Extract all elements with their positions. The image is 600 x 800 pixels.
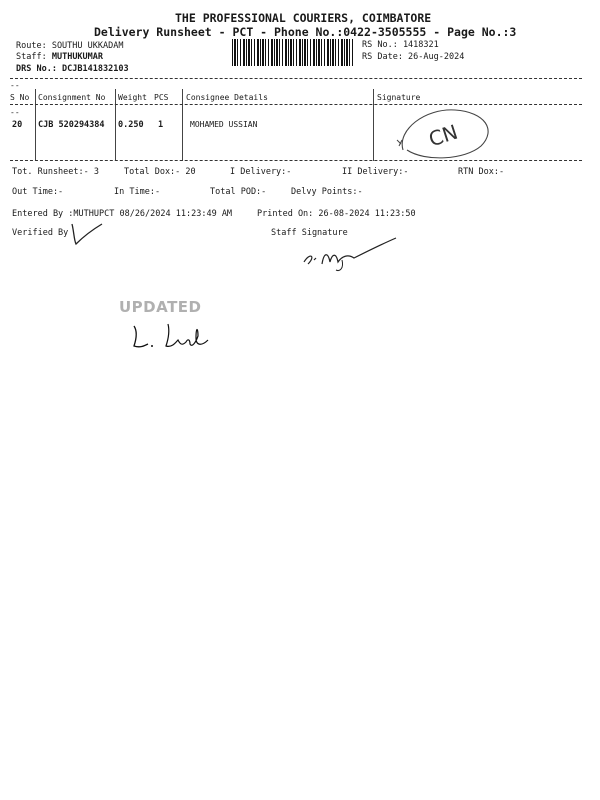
updated-stamp: UPDATED [119, 298, 202, 316]
entered-by: Entered By :MUTHUPCT 08/26/2024 11:23:49 AM [12, 209, 233, 219]
cell-weight: 0.250 [118, 120, 144, 130]
drs-number: DRS No.: DCJB141832103 [16, 64, 129, 74]
route-text: Route: SOUTHU UKKADAM [16, 41, 124, 51]
barcode-graphic [232, 39, 354, 66]
staff-signature-label: Staff Signature [271, 228, 348, 238]
col-header-pcs: PCS [154, 93, 169, 102]
staff-line [16, 52, 103, 62]
ii-delivery: II Delivery:- [342, 167, 409, 177]
table-top-rule [10, 78, 582, 79]
rs-date: RS Date: 26-Aug-2024 [362, 52, 465, 62]
company-title: THE PROFESSIONAL COURIERS, COIMBATORE [175, 11, 432, 25]
row-marker: -- [10, 108, 20, 117]
table-bottom-rule [10, 160, 582, 161]
col-divider [182, 89, 183, 161]
verifier-signature [68, 220, 108, 248]
staff-label: Staff: [16, 52, 47, 62]
table-top-marker: -- [10, 81, 20, 90]
total-dox: Total Dox:- 20 [124, 167, 196, 177]
col-divider [35, 89, 36, 161]
tot-runsheet: Tot. Runsheet:- 3 [12, 167, 99, 177]
cell-sno: 20 [12, 120, 23, 130]
col-divider [115, 89, 116, 161]
staff-value: MUTHUKUMAR [51, 52, 104, 62]
staff-signature [296, 234, 406, 274]
i-delivery: I Delivery:- [230, 167, 292, 177]
rtn-dox: RTN Dox:- [458, 167, 505, 177]
col-header-weight: Weight [118, 93, 147, 102]
verified-by: Verified By [12, 228, 69, 238]
out-time: Out Time:- [12, 187, 64, 197]
signature-cn-text: CN [425, 119, 461, 152]
col-header-sno: S No [10, 93, 30, 102]
delvy-points: Delvy Points:- [291, 187, 363, 197]
printed-on: Printed On: 26-08-2024 11:23:50 [257, 209, 416, 219]
col-divider [373, 89, 374, 161]
cell-consignment: CJB 520294384 [38, 120, 105, 130]
runsheet-subtitle: Delivery Runsheet - PCT - Phone No.:0422-3505555 - Page No.:3 [94, 25, 517, 39]
col-header-consignment: Consignment No [38, 93, 106, 102]
total-pod: Total POD:- [210, 187, 267, 197]
col-header-consignee: Consignee Details [186, 93, 268, 102]
updated-stamp-handwriting [128, 318, 218, 354]
col-header-signature: Signature [377, 93, 421, 102]
cell-consignee: MOHAMED USSIAN [190, 120, 258, 129]
rs-number: RS No.: 1418321 [362, 40, 439, 50]
cell-pcs: 1 [158, 120, 164, 130]
in-time: In Time:- [114, 187, 161, 197]
